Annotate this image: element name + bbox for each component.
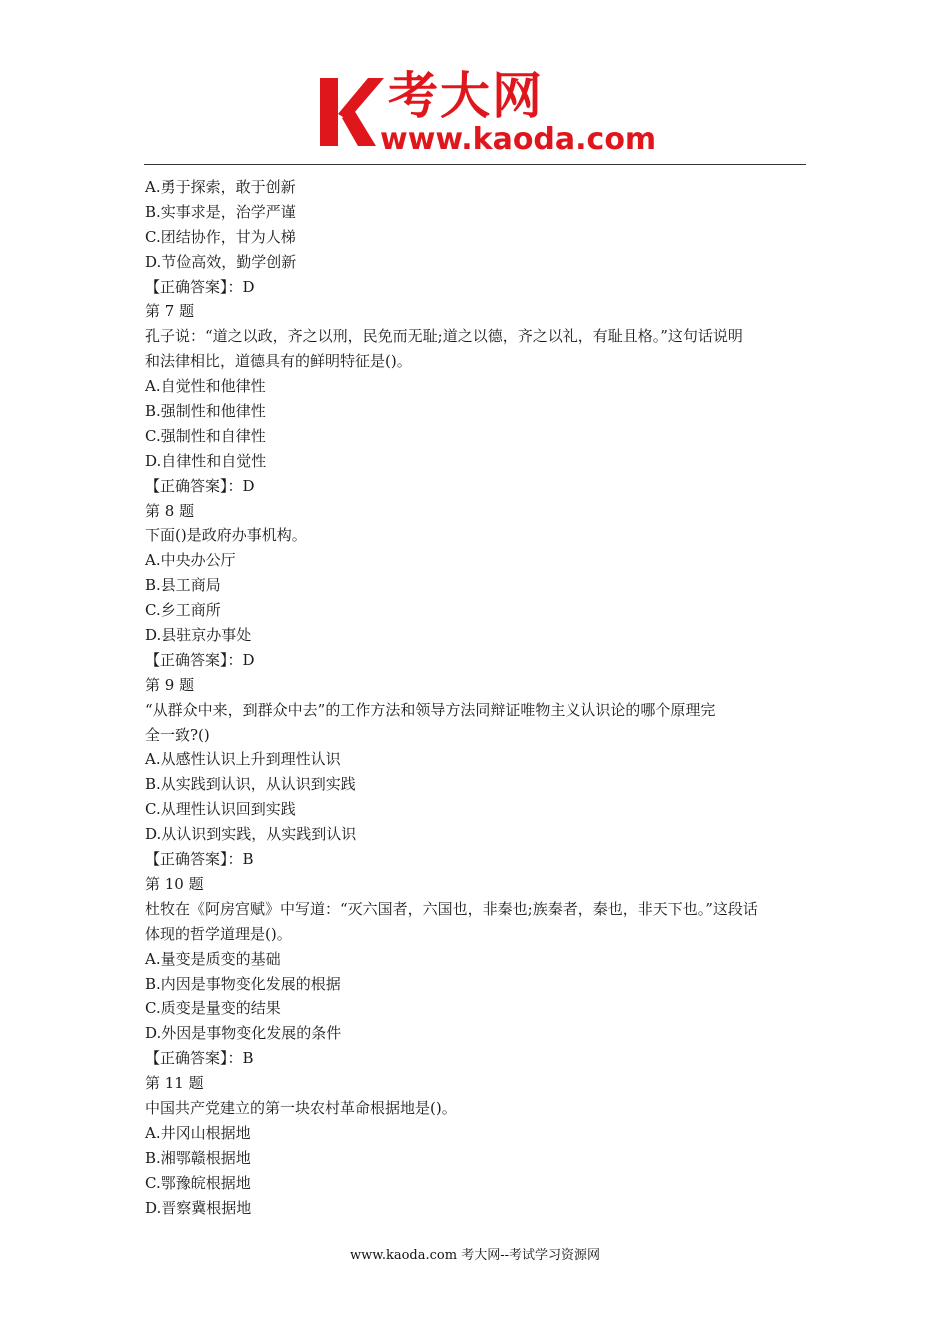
question-stem: 中国共产党建立的第一块农村革命根据地是()。 — [145, 1098, 457, 1117]
option-c: C.从理性认识回到实践 — [145, 800, 296, 819]
question-stem: “从群众中来，到群众中去”的工作方法和领导方法同辩证唯物主义认识论的哪个原理完 — [145, 700, 716, 719]
question-8 — [145, 499, 810, 673]
question-stem: 体现的哲学道理是()。 — [145, 924, 292, 943]
option-b: B.实事求是，治学严谨 — [145, 202, 296, 221]
question-number: 第 8 题 — [145, 501, 195, 520]
option-d: D.外因是事物变化发展的条件 — [145, 1024, 342, 1043]
question-stem: 孔子说：“道之以政，齐之以刑，民免而无耻;道之以德，齐之以礼，有耻且格。”这句话说明 — [145, 327, 743, 346]
option-a: A.井冈山根据地 — [145, 1123, 251, 1142]
kaoda-logo — [318, 67, 657, 164]
question-list — [145, 175, 810, 1220]
question-stem: 杜牧在《阿房宫赋》中写道：“灭六国者，六国也，非秦也;族秦者，秦也，非天下也。”这段话 — [145, 899, 758, 918]
option-b: B.内因是事物变化发展的根据 — [145, 974, 341, 993]
question-stem: 全一致?() — [145, 725, 210, 744]
option-d: D.自律性和自觉性 — [145, 451, 267, 470]
question-number: 第 11 题 — [145, 1074, 204, 1093]
logo-url: www.kaoda.com — [380, 122, 657, 157]
option-d: D.晋察冀根据地 — [145, 1198, 252, 1217]
option-c: C.团结协作，甘为人梯 — [145, 227, 296, 246]
question-stem: 和法律相比，道德具有的鲜明特征是()。 — [145, 352, 412, 371]
question-7 — [145, 299, 810, 498]
option-a: A.从感性认识上升到理性认识 — [145, 750, 341, 769]
option-d: D.节俭高效，勤学创新 — [145, 252, 297, 271]
option-c: C.质变是量变的结果 — [145, 999, 281, 1018]
option-c: C.强制性和自律性 — [145, 426, 266, 445]
option-b: B.湘鄂赣根据地 — [145, 1148, 251, 1167]
option-b: B.县工商局 — [145, 576, 221, 595]
correct-answer: 【正确答案】：D — [145, 277, 255, 296]
option-c: C.鄂豫皖根据地 — [145, 1173, 251, 1192]
question-number: 第 9 题 — [145, 675, 195, 694]
header-divider — [144, 164, 806, 165]
question-number: 第 10 题 — [145, 874, 204, 893]
option-a: A.量变是质变的基础 — [145, 949, 281, 968]
page-header — [0, 0, 950, 170]
question-11 — [145, 1071, 810, 1220]
question-stem: 下面()是政府办事机构。 — [145, 526, 307, 545]
option-a: A.勇于探索，敢于创新 — [145, 178, 296, 196]
correct-answer: 【正确答案】：B — [145, 850, 254, 869]
question-9 — [145, 673, 810, 872]
option-d: D.从认识到实践，从实践到认识 — [145, 825, 357, 844]
option-a: A.自觉性和他律性 — [145, 377, 266, 396]
option-d: D.县驻京办事处 — [145, 626, 252, 645]
correct-answer: 【正确答案】：D — [145, 650, 255, 669]
option-c: C.乡工商所 — [145, 601, 221, 620]
previous-question-tail — [145, 175, 810, 299]
question-number: 第 7 题 — [145, 302, 195, 321]
option-a: A.中央办公厅 — [145, 551, 236, 570]
correct-answer: 【正确答案】：B — [145, 1049, 254, 1068]
logo-title: 考大网 — [388, 67, 544, 125]
page-footer: www.kaoda.com 考大网--考试学习资源网 — [350, 1248, 600, 1263]
correct-answer: 【正确答案】：D — [145, 476, 255, 495]
option-b: B.强制性和他律性 — [145, 402, 266, 421]
question-10 — [145, 872, 810, 1071]
k-letter-logo-icon — [318, 74, 384, 150]
option-b: B.从实践到认识，从认识到实践 — [145, 775, 356, 794]
